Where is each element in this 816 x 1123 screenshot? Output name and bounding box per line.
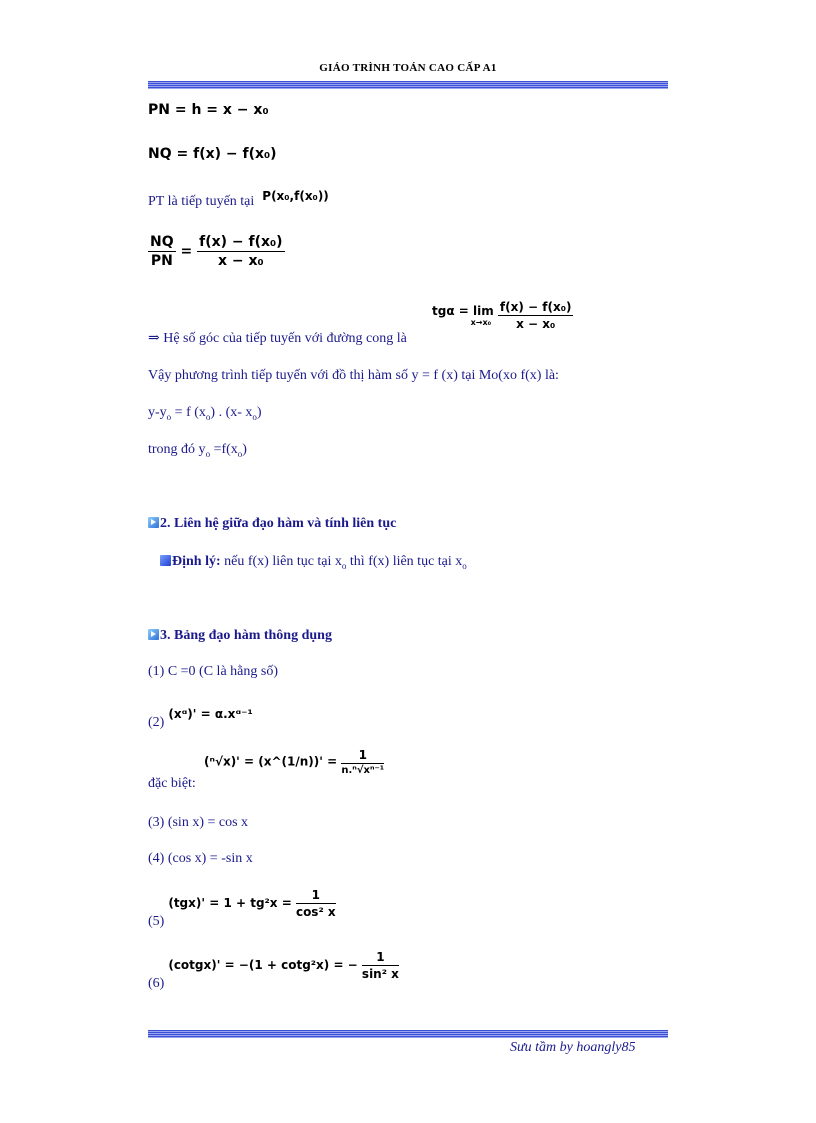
derivative-item-6: (6) (cotgx)' = −(1 + cotg²x) = − $\frac{1}{\text{sin² x}}$ (148, 950, 399, 991)
power-rule-formula: (xᵅ)' = α.xᵅ⁻¹ (168, 707, 253, 721)
ratio-lhs-fraction (148, 234, 176, 269)
tangent-equation-intro: Vậy phương trình tiếp tuyến với đồ thị hàm số y = f (x) tại Mo(xo f(x) là: (148, 368, 559, 383)
slope-statement-text: ⇒ Hệ số góc của tiếp tuyến với đường cong là (148, 331, 407, 346)
ratio-rhs-fraction (197, 234, 284, 269)
tangent-equation: $y-y_o = f$ $(x_o)$ . (x- $x_o$) (148, 405, 262, 422)
derivative-item-1: (1) C =0 (C là hằng số) (148, 664, 278, 679)
slope-limit: tgα = lim x→x₀ (432, 304, 494, 327)
arrow-bullet-icon (148, 629, 159, 640)
theorem-label: Định lý: (172, 554, 221, 569)
page-header-title: GIÁO TRÌNH TOÁN CAO CẤP A1 (319, 62, 497, 74)
square-bullet-icon (160, 555, 171, 566)
ratio-lhs-num: NQ (150, 234, 174, 250)
slope-fraction: $\frac{\text{f(x) − f(x₀)}}{\text{x − x₀}}$ (499, 300, 572, 331)
slope-formula (432, 300, 573, 331)
root-derivative-formula: (ⁿ√x)' = (x^(1/n))' = $\frac{1}{\text{n.ⁿ√xⁿ⁻¹}}$ (204, 748, 385, 776)
header-rule (148, 81, 668, 89)
ratio-equals: = (180, 243, 193, 260)
where-statement: trong đó $y_o =f(x_o)$ (148, 442, 247, 459)
footer-credit: Sưu tầm by hoangly85 (510, 1040, 636, 1055)
equation-nq: NQ = f(x) − f(x₀) (148, 146, 277, 162)
derivative-item-2: (2) (xᵅ)' = α.xᵅ⁻¹ (148, 707, 253, 730)
derivative-item-5: (5) (tgx)' = 1 + tg²x = $\frac{1}{\text{cos² x}}$ (148, 888, 336, 929)
derivative-item-4: (4) (cos x) = -sin x (148, 851, 253, 866)
section-3-heading: 3. Bảng đạo hàm thông dụng (148, 628, 332, 644)
tan-derivative-formula: (tgx)' = 1 + tg²x = $\frac{1}{\text{cos² x}}$ (168, 888, 336, 919)
root-derivative-fraction: $\frac{1}{\text{n.ⁿ√xⁿ⁻¹}}$ (341, 748, 385, 776)
tangent-line-statement (148, 189, 329, 210)
ratio-equation (148, 234, 285, 269)
tangent-line-text: PT là tiếp tuyến tại (148, 194, 255, 209)
cot-derivative-formula: (cotgx)' = −(1 + cotg²x) = − $\frac{1}{\text{sin² x}}$ (168, 950, 399, 981)
section-2-heading: 2. Liên hệ giữa đạo hàm và tính liên tục (148, 516, 396, 532)
equation-pn: PN = h = x − x₀ (148, 102, 269, 118)
footer-rule (148, 1030, 668, 1038)
arrow-bullet-icon (148, 517, 159, 528)
ratio-lhs-den: PN (150, 253, 173, 269)
theorem-statement: Định lý: nếu f(x) liên tục tại $x_o$ thì f(x) liên tục tại $x_o$ (160, 554, 467, 571)
derivative-item-3: (3) (sin x) = cos x (148, 815, 249, 830)
ratio-rhs-den: x − x₀ (218, 253, 264, 269)
tangent-point-formula: P(x₀,f(x₀)) (262, 189, 329, 203)
ratio-rhs-num: f(x) − f(x₀) (199, 234, 283, 250)
special-case-label: đặc biệt: (148, 776, 196, 791)
